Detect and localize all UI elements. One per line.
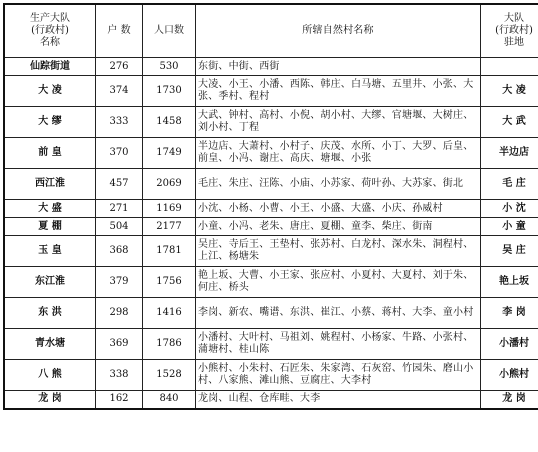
cell-brigade: 八 熊 <box>4 360 96 391</box>
table-wrapper <box>3 3 535 449</box>
cell-households: 369 <box>96 329 143 360</box>
cell-villages: 李岗、新农、嘴谱、东洪、崔江、小蔡、蒋村、大李、童小村 <box>196 298 481 329</box>
cell-households: 457 <box>96 169 143 200</box>
cell-households: 379 <box>96 267 143 298</box>
cell-households: 338 <box>96 360 143 391</box>
header-population: 人口数 <box>143 4 196 58</box>
cell-population: 2069 <box>143 169 196 200</box>
cell-seat: 小潘村 <box>481 329 538 360</box>
cell-villages: 小沈、小杨、小曹、小王、小盛、大盛、小庆、孙威村 <box>196 200 481 218</box>
table-row <box>4 138 538 169</box>
cell-villages: 艳上坂、大曹、小王家、张应村、小夏村、大夏村、刘于朱、何庄、桥头 <box>196 267 481 298</box>
cell-villages: 龙岗、山程、仓库畦、大李 <box>196 391 481 409</box>
table-row <box>4 107 538 138</box>
cell-population: 1756 <box>143 267 196 298</box>
cell-villages: 大凌、小王、小潘、西陈、韩庄、白马塘、五里井、小张、大张、季村、程村 <box>196 76 481 107</box>
table-row <box>4 76 538 107</box>
cell-villages: 吴庄、寺后王、王垫村、张苏村、白龙村、深水朱、洞程村、上江、杨塘朱 <box>196 236 481 267</box>
cell-seat: 小 沈 <box>481 200 538 218</box>
cell-households: 374 <box>96 76 143 107</box>
cell-villages: 毛庄、朱庄、汪陈、小庙、小苏家、荷叶孙、大苏家、街北 <box>196 169 481 200</box>
cell-brigade: 东江淮 <box>4 267 96 298</box>
cell-households: 370 <box>96 138 143 169</box>
cell-population: 1781 <box>143 236 196 267</box>
cell-seat: 龙 岗 <box>481 391 538 409</box>
header-villages: 所辖自然村名称 <box>196 4 481 58</box>
table-row <box>4 218 538 236</box>
cell-brigade: 大 盛 <box>4 200 96 218</box>
cell-brigade: 夏 棚 <box>4 218 96 236</box>
cell-brigade: 玉 皇 <box>4 236 96 267</box>
header-row <box>4 4 538 58</box>
cell-brigade: 青水塘 <box>4 329 96 360</box>
table-row <box>4 58 538 76</box>
cell-brigade: 西江淮 <box>4 169 96 200</box>
header-seat: 大队 (行政村) 驻地 <box>481 4 538 58</box>
cell-brigade: 东 洪 <box>4 298 96 329</box>
cell-households: 162 <box>96 391 143 409</box>
cell-households: 368 <box>96 236 143 267</box>
cell-population: 1416 <box>143 298 196 329</box>
table-row <box>4 236 538 267</box>
cell-population: 2177 <box>143 218 196 236</box>
cell-population: 1169 <box>143 200 196 218</box>
cell-seat: 小 童 <box>481 218 538 236</box>
cell-villages: 小熊村、小朱村、石匠朱、朱家湾、石灰窑、竹园朱、磨山小村、八家熊、滩山熊、豆腐庄、大李村 <box>196 360 481 391</box>
cell-seat: 小熊村 <box>481 360 538 391</box>
cell-brigade: 仙踪街道 <box>4 58 96 76</box>
table-row <box>4 329 538 360</box>
table-row <box>4 298 538 329</box>
cell-seat: 李 岗 <box>481 298 538 329</box>
cell-households: 271 <box>96 200 143 218</box>
cell-villages: 半边店、大萧村、小村子、庆茂、水所、小丁、大罗、后皇、前皇、小冯、谢庄、高庆、塘堰、小张 <box>196 138 481 169</box>
cell-villages: 小潘村、大叶村、马祖刘、姚程村、小杨家、牛路、小张村、蒲塘村、桂山陈 <box>196 329 481 360</box>
cell-brigade: 大 凌 <box>4 76 96 107</box>
cell-population: 1730 <box>143 76 196 107</box>
cell-seat <box>481 58 538 76</box>
cell-seat: 半边店 <box>481 138 538 169</box>
cell-population: 1528 <box>143 360 196 391</box>
cell-villages: 大武、钟村、高村、小倪、胡小村、大缪、官塘堰、大树庄、刘小村、丁程 <box>196 107 481 138</box>
cell-households: 276 <box>96 58 143 76</box>
cell-brigade: 前 皇 <box>4 138 96 169</box>
cell-population: 1458 <box>143 107 196 138</box>
cell-households: 298 <box>96 298 143 329</box>
header-households: 户 数 <box>96 4 143 58</box>
header-brigade: 生产大队 (行政村) 名称 <box>4 4 96 58</box>
cell-seat: 吴 庄 <box>481 236 538 267</box>
cell-households: 504 <box>96 218 143 236</box>
cell-seat: 毛 庄 <box>481 169 538 200</box>
cell-brigade: 龙 岗 <box>4 391 96 409</box>
table-body <box>4 58 538 409</box>
cell-villages: 东街、中街、西街 <box>196 58 481 76</box>
cell-brigade: 大 缪 <box>4 107 96 138</box>
table-row <box>4 200 538 218</box>
cell-population: 1749 <box>143 138 196 169</box>
table-row <box>4 360 538 391</box>
cell-seat: 艳上坂 <box>481 267 538 298</box>
cell-population: 1786 <box>143 329 196 360</box>
table-row <box>4 391 538 409</box>
cell-population: 530 <box>143 58 196 76</box>
cell-seat: 大 武 <box>481 107 538 138</box>
village-table <box>3 3 538 410</box>
table-row <box>4 169 538 200</box>
cell-population: 840 <box>143 391 196 409</box>
table-row <box>4 267 538 298</box>
cell-seat: 大 凌 <box>481 76 538 107</box>
cell-households: 333 <box>96 107 143 138</box>
cell-villages: 小童、小冯、老朱、唐庄、夏棚、童李、柴庄、街南 <box>196 218 481 236</box>
